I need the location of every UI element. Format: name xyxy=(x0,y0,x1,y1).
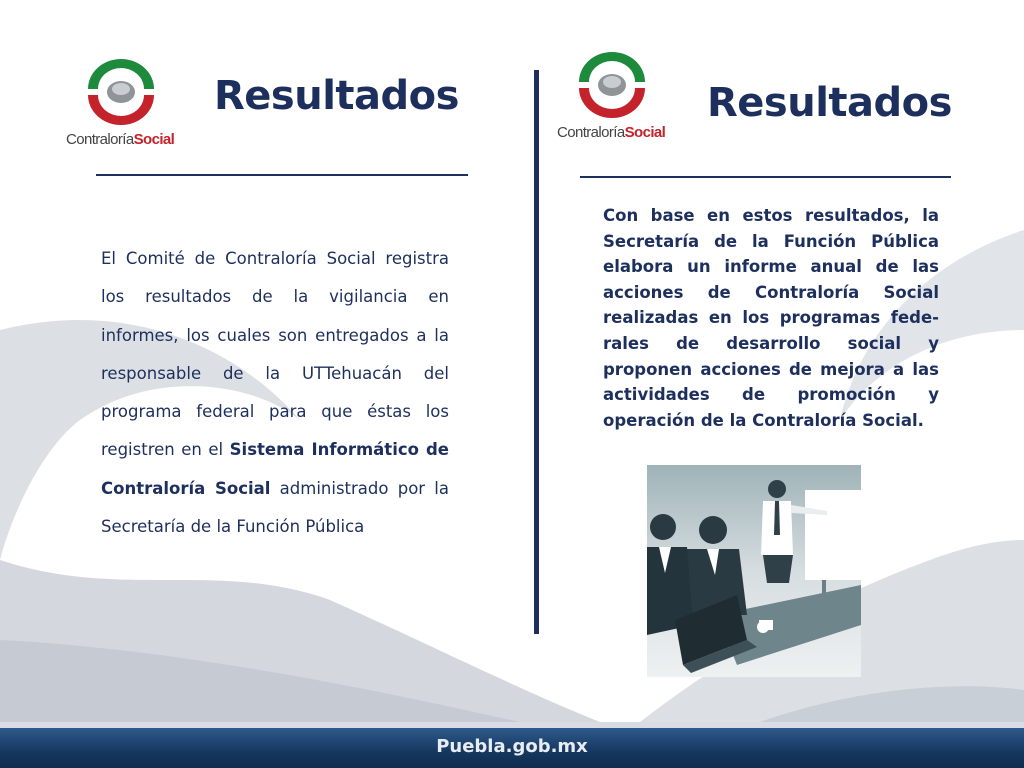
left-paragraph-end: administrado por la Secretaría de la Función Pública xyxy=(101,478,449,537)
page-title-right: Resultados xyxy=(707,80,952,126)
left-paragraph-bold: Sistema Informático de Contraloría Social xyxy=(101,440,449,498)
title-underline-right xyxy=(580,176,951,178)
logo-wordmark: ContraloríaSocial xyxy=(66,131,175,148)
page-title-left: Resultados xyxy=(214,73,459,119)
logo-wordmark: ContraloríaSocial xyxy=(557,124,666,141)
meeting-presentation-illustration xyxy=(647,465,861,677)
contraloria-social-logo-left xyxy=(66,55,176,150)
right-paragraph: Con base en estos resultados, la Secretaría de la Función Pública elabora un informe anual de las acciones de Contraloría Social realizadas en los programas fede-rales de desarrollo social y proponen acciones de mejora a las actividades de promoción y operación de la Contraloría Social. xyxy=(603,206,939,430)
left-paragraph xyxy=(101,240,449,546)
footer-site-link[interactable]: Puebla.gob.mx xyxy=(436,736,588,757)
column-divider xyxy=(534,70,539,634)
meeting-illustration-icon xyxy=(647,465,861,677)
contraloria-social-logo-right xyxy=(557,48,667,143)
title-underline-left xyxy=(96,174,468,176)
footer-bar xyxy=(0,728,1024,768)
left-paragraph-intro: El Comité de Contraloría Social registra los resultados de la vigilancia en informes, los cuales son entregados a la responsable de la UTTehuacán del programa federal para que éstas los registren en el xyxy=(101,249,449,460)
